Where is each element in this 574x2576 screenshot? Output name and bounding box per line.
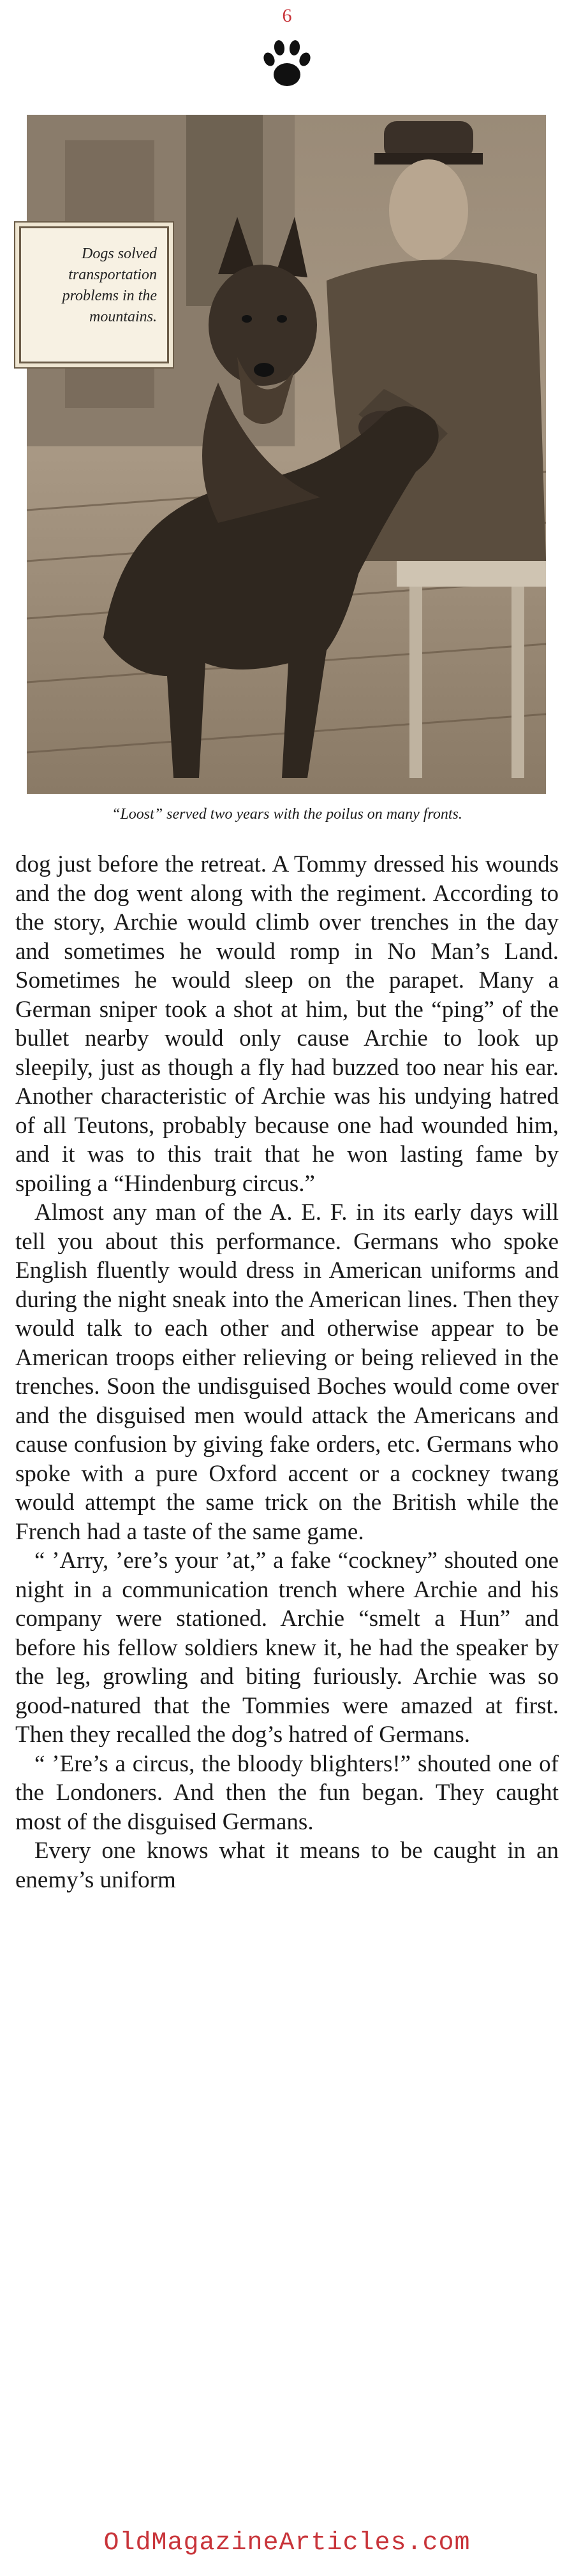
photo-inset-caption: Dogs solved transportation problems in the mountains. — [19, 226, 169, 363]
article-paragraph: “ ’Arry, ’ere’s your ’at,” a fake “cockney” shouted one night in a communication trench where Archie and his company were stationed. Archie “smelt a Hun” and before his fellow soldiers knew it, he had the speaker by the leg, growling and biting furiously. Archie was so good-natured that the Tommies were amazed at first. Then they recalled the dog’s hatred of Germans. — [15, 1548, 559, 1748]
site-footer: OldMagazineArticles.com — [103, 2529, 471, 2558]
article-paragraph: Almost any man of the A. E. F. in its early days will tell you about this performance. Germans who spoke English fluently would dress in American uniforms and during the night sneak into the American lines. Then they would talk to each other and otherwise appear to be American troops either relieving or being relieved in the trenches. Soon the undisguised Boches would come over and the disguised men would attack the Americans and cause confusion by giving fake orders, etc. Germans who spoke with a pure Oxford accent or a cockney twang would attempt the same trick on the British while the French had a taste of the same game. — [15, 1199, 559, 1545]
dog-and-soldier-photo — [27, 115, 546, 794]
article-paragraph: dog just before the retreat. A Tommy dressed his wounds and the dog went along with the regiment. According to the story, Archie would climb over trenches in the day and sometimes he would romp in No Man’s Land. Sometimes he would sleep on the parapet. Many a German sniper took a shot at him, but the “ping” of the bullet nearby would only cause Archie to look up sleepily, just as though a fly had buzzed too near his ear. Another characteristic of Archie was his undying hatred of all Teutons, probably because one had wounded him, and it was to this trait that he won lasting fame by spoiling a “Hindenburg circus.” — [15, 851, 559, 1197]
page-number: 6 — [282, 5, 292, 26]
paw-print-icon — [258, 35, 316, 92]
article-paragraph: “ ’Ere’s a circus, the bloody blighters!” shouted one of the Londoners. And then the fun began. They caught most of the disguised Germans. — [15, 1750, 559, 1835]
photo-caption: “Loost” served two years with the poilus on many fronts. — [112, 806, 462, 823]
article-paragraph: Every one knows what it means to be caught in an enemy’s uniform — [15, 1838, 559, 1893]
article-body — [15, 850, 559, 1894]
